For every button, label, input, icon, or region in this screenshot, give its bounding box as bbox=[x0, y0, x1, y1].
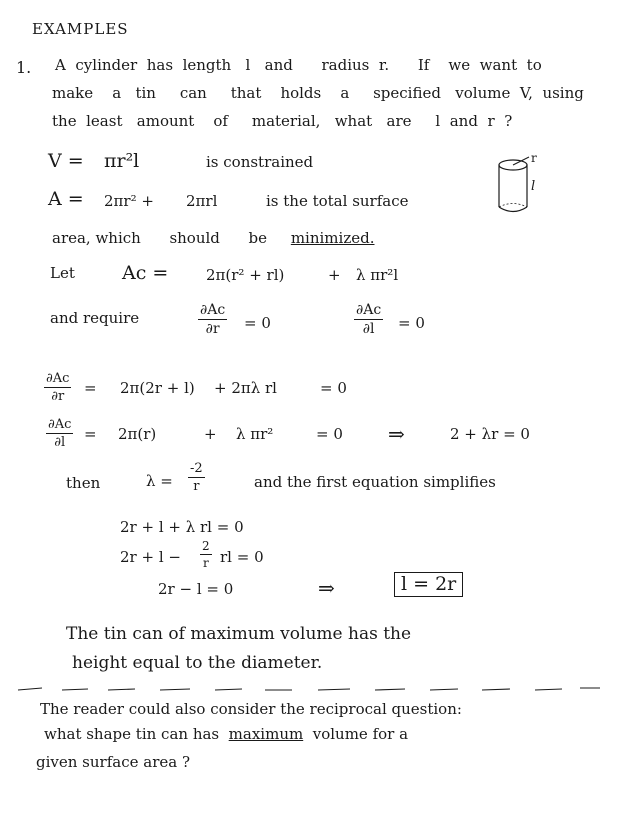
area-term-1: 2πr² + bbox=[104, 192, 154, 210]
problem-number: 1. bbox=[16, 58, 32, 77]
deriv-l-plus: + bbox=[204, 425, 217, 443]
reciprocal-line-2: what shape tin can has maximum volume for a bbox=[44, 725, 409, 743]
volume-lhs: V = bbox=[48, 150, 84, 172]
sketch-radius-label: r bbox=[531, 151, 537, 165]
partial-ac-l: $\frac{\partial Ac}{\partial l}$ bbox=[356, 302, 382, 337]
volume-expression: πr²l bbox=[104, 150, 140, 172]
lambda-fraction: $\frac{-2}{r}$ bbox=[190, 461, 203, 494]
require-word: and require bbox=[50, 309, 140, 327]
then-text: and the first equation simplifies bbox=[254, 473, 496, 491]
deriv-l-expr-1: 2π(r) bbox=[118, 425, 157, 443]
simplify-line-3: 2r − l = 0 bbox=[158, 580, 234, 598]
deriv-l-rhs: = 0 bbox=[316, 425, 343, 443]
implies-arrow-1: ⇒ bbox=[388, 422, 405, 446]
deriv-r-fraction: $\frac{\partial Ac}{\partial r}$ bbox=[46, 371, 70, 404]
lagrangian-lambda-term: λ πr²l bbox=[356, 266, 399, 284]
deriv-r-expr-2: + 2πλ rl bbox=[214, 379, 277, 397]
deriv-r-expr-1: 2π(2r + l) bbox=[120, 379, 195, 397]
deriv-l-expr-2: λ πr² bbox=[236, 425, 274, 443]
simplify-line-2a: 2r + l − bbox=[120, 548, 181, 566]
reciprocal-line-3: given surface area ? bbox=[36, 753, 190, 771]
lagrangian-var: Ac = bbox=[122, 262, 169, 284]
implies-arrow-2: ⇒ bbox=[318, 576, 335, 600]
statement-line-2: make a tin can that holds a specified volume V, using bbox=[52, 84, 584, 102]
partial-ac-r: $\frac{\partial Ac}{\partial r}$ bbox=[200, 302, 226, 337]
boxed-result: l = 2r bbox=[394, 572, 463, 597]
statement-line-1: A cylinder has length l and radius r. If we want to bbox=[55, 56, 542, 74]
deriv-r-eq: = bbox=[84, 379, 97, 397]
lagrangian-expression: 2π(r² + rl) bbox=[206, 266, 285, 284]
deriv-l-fraction: $\frac{\partial Ac}{\partial l}$ bbox=[48, 417, 72, 450]
lambda-relation: 2 + λr = 0 bbox=[450, 425, 530, 443]
area-term-2: 2πrl bbox=[186, 192, 218, 210]
lagrangian-plus: + bbox=[328, 266, 341, 284]
then-word: then bbox=[66, 474, 101, 492]
simplify-line-1: 2r + l + λ rl = 0 bbox=[120, 518, 244, 536]
area-line-2: area, which should be minimized. bbox=[52, 229, 375, 247]
reciprocal-line-1: The reader could also consider the reciprocal question: bbox=[40, 700, 462, 718]
simplify-fraction: $\frac{2}{r}$ bbox=[202, 539, 210, 570]
statement-line-3: the least amount of material, what are l and r ? bbox=[52, 112, 513, 130]
area-note: is the total surface bbox=[266, 192, 409, 210]
simplify-line-2b: rl = 0 bbox=[220, 548, 264, 566]
conclusion-line-1: The tin can of maximum volume has the bbox=[66, 624, 412, 644]
conclusion-line-2: height equal to the diameter. bbox=[72, 653, 323, 673]
deriv-r-rhs: = 0 bbox=[320, 379, 347, 397]
require-eq-2: = 0 bbox=[398, 314, 425, 332]
lambda-lhs: λ = bbox=[146, 472, 173, 490]
page-title: EXAMPLES bbox=[32, 20, 129, 38]
sketch-length-label: l bbox=[531, 179, 536, 194]
area-lhs: A = bbox=[48, 188, 84, 210]
volume-note: is constrained bbox=[206, 153, 314, 171]
require-eq-1: = 0 bbox=[244, 314, 271, 332]
let-word: Let bbox=[50, 264, 75, 282]
deriv-l-eq: = bbox=[84, 425, 97, 443]
